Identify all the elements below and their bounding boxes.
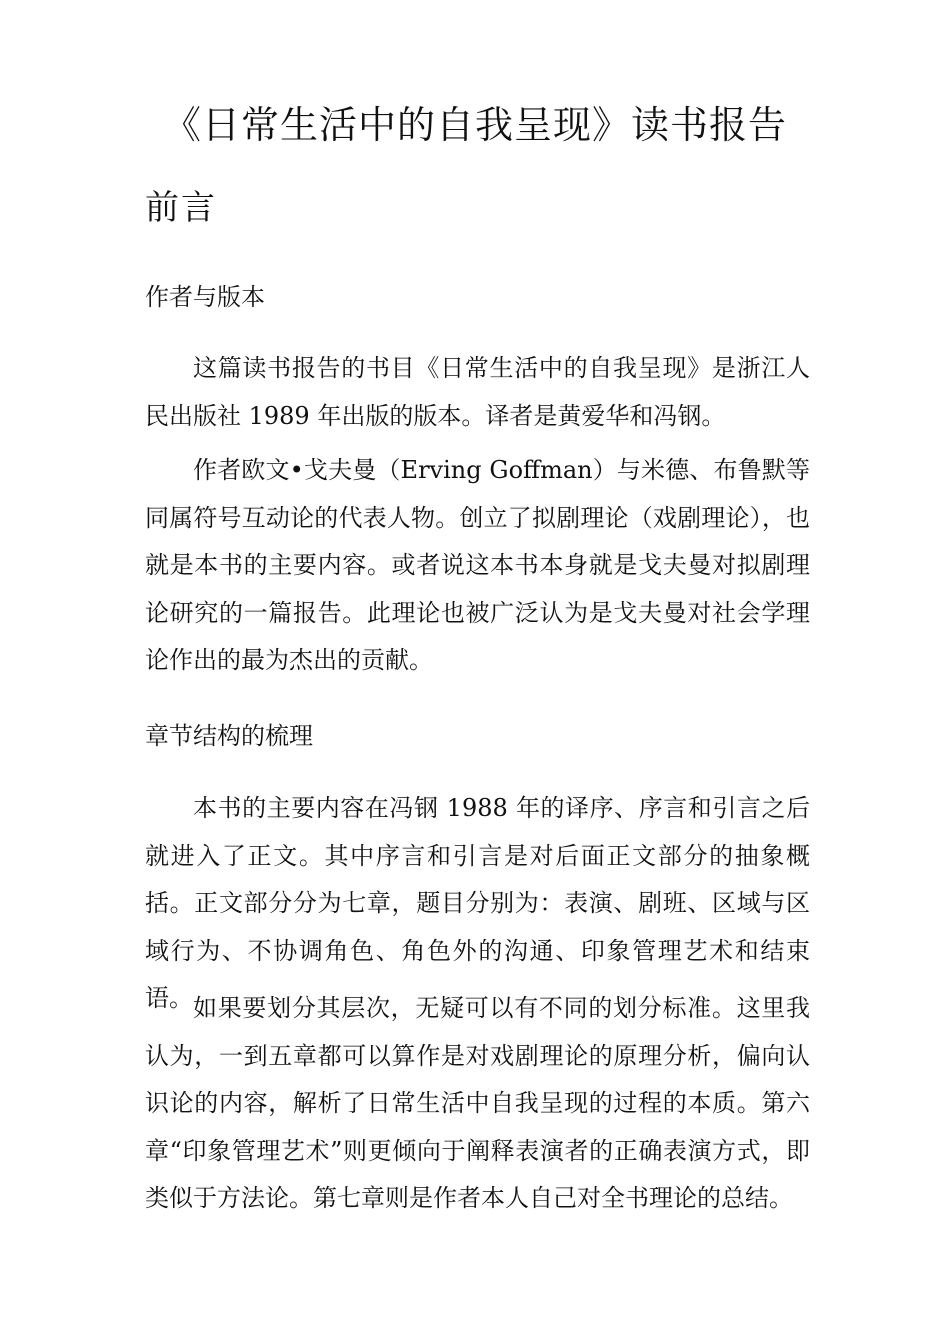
subsection-heading-chapter-structure: 章节结构的梳理 <box>145 722 313 750</box>
document-title: 《日常生活中的自我呈现》读书报告 <box>162 103 787 147</box>
paragraph-chapter-levels: 如果要划分其层次，无疑可以有不同的划分标准。这里我认为，一到五章都可以算作是对戏剧理论的原理分析，偏向认识论的内容，解析了日常生活中自我呈现的过程的本质。第六章“印象管理艺术”则更倾向于阐释表演者的正确表演方式，即类似于方法论。第七章则是作者本人自己对全书理论的总结。 <box>145 994 810 1212</box>
subsection-heading-author-edition: 作者与版本 <box>145 283 265 311</box>
paragraph-author: 作者欧文•戈夫曼（Erving Goffman）与米德、布鲁默等同属符号互动论的代表人物。创立了拟剧理论（戏剧理论），也就是本书的主要内容。或者说这本书本身就是戈夫曼对拟剧理论研究的一篇报告。此理论也被广泛认为是戈夫曼对社会学理论作出的最为杰出的贡献。 <box>145 456 810 674</box>
paragraph-edition: 这篇读书报告的书目《日常生活中的自我呈现》是浙江人民出版社 1989 年出版的版本。译者是黄爱华和冯钢。 <box>145 354 810 430</box>
section-heading-preface: 前言 <box>145 188 217 228</box>
paragraph-chapter-contents: 本书的主要内容在冯钢 1988 年的译序、序言和引言之后就进入了正文。其中序言和引言是对后面正文部分的抽象概括。正文部分分为七章，题目分别为：表演、剧班、区域与区域行为、不协调角色、角色外的沟通、印象管理艺术和结束语。 <box>145 794 810 1012</box>
